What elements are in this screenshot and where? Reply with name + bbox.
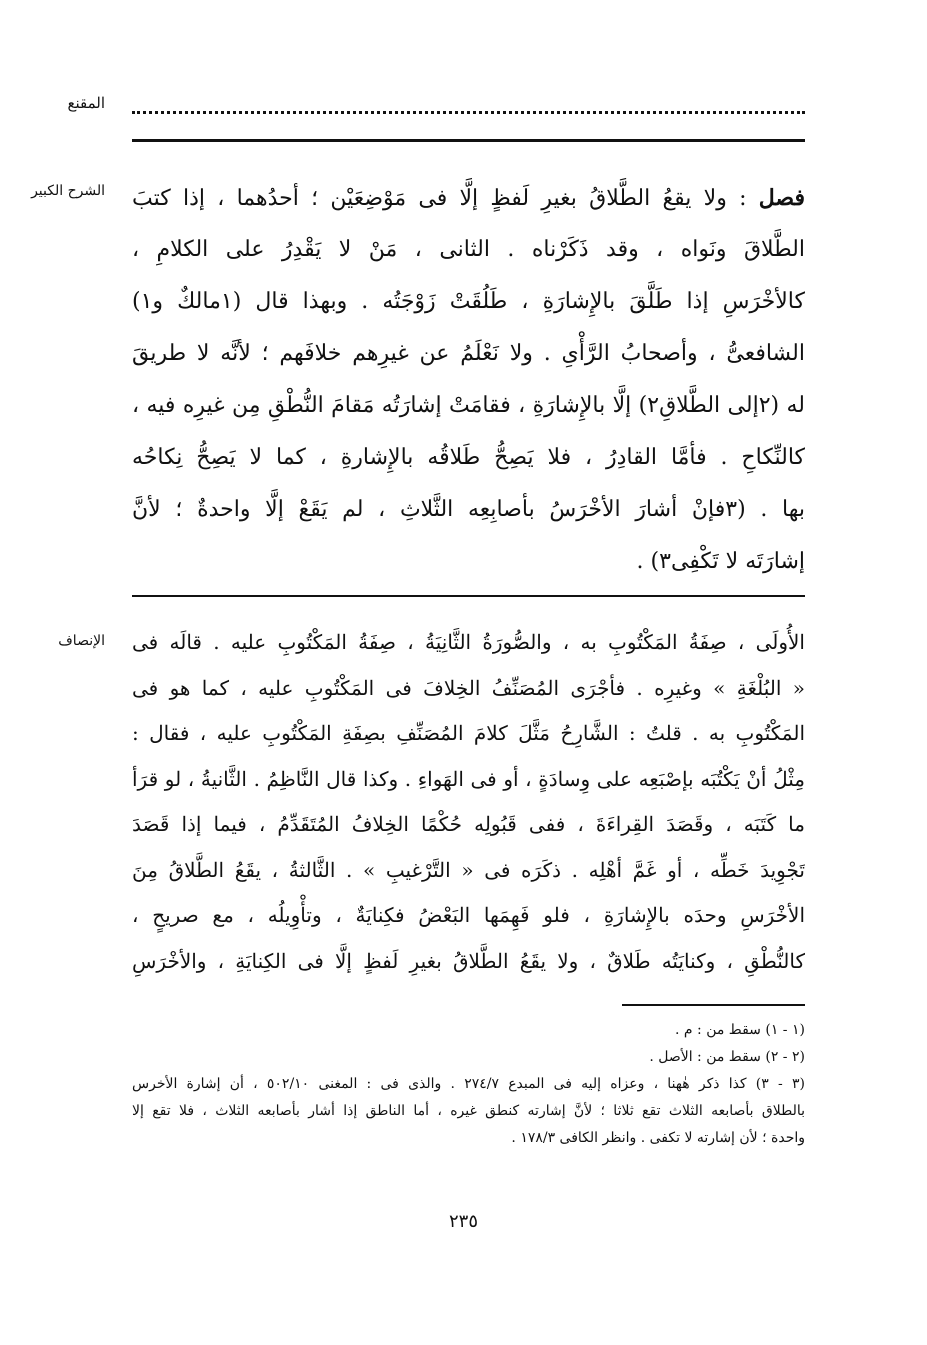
insaf-text-block — [132, 620, 805, 984]
main-text-line: له (٢إلى الطَّلاقِ٢) إلَّا بالإِشارَةِ ، فقامَتْ إشارَتُه مَقامَ النُّطْقِ مِن غيرِه فيه ، — [132, 393, 805, 418]
header-dotted-line — [132, 111, 805, 114]
section-divider — [132, 595, 805, 597]
main-text-line: بها . (٣فإنْ أشارَ الأخْرَسُ بأصابِعِه الثَّلاثِ ، لم يَقَعْ إلَّا واحدةٌ ؛ لأنَّ — [132, 497, 805, 522]
insaf-text-line: الأُولَى ، صِفَةُ المَكْتُوبِ به ، والصُّورَةُ الثَّانِيَةُ ، صِفَةُ المَكْتُوبِ عليه . قالَه فى — [132, 630, 805, 654]
fasl-heading: فصل — [758, 185, 805, 211]
main-text-line-1 — [132, 172, 805, 224]
main-text-line-last: إشارَتَه لا تَكْفِى٣) . — [636, 549, 805, 574]
main-text-line: كالنِّكاحِ . فأمَّا القادِرُ ، فلا يَصِحُّ طَلاقُه بالإِشارةِ ، كما لا يَصِحُّ نِكاحُه — [132, 445, 805, 470]
insaf-text-line: تَجْوِيدَ خَطِّه ، أو غَمَّ أهْلِه . ذكَرَه فى « التَّرْغيبِ » . الثَّالثةُ ، يقَعُ الطَّلاقُ مِنَ — [132, 857, 805, 882]
insaf-text-line: الأخْرَسِ وحدَه بالإِشارَةِ ، فلو فَهِمَها البَعْضُ فكِنايَةٌ ، وتأْوِيلُه ، مع صريحٍ ، — [132, 903, 805, 927]
footnotes — [132, 1017, 805, 1152]
insaf-text-line: كالنُّطْقِ ، وكنايَتُه طَلاقٌ ، ولا يقَعُ الطَّلاقُ بغيرِ لَفظٍ إلَّا فى الكِنايَةِ ، والأخْرَسِ — [132, 948, 805, 973]
header-rule — [132, 139, 805, 142]
main-text-line-1-rest: : ولا يقعُ الطَّلاقُ بغيرِ لَفظٍ إلَّا فى مَوْضِعَيْن ؛ أحدُهما ، إذا كتبَ — [132, 186, 747, 211]
footnote-line: (٢ - ٢) سقط من : الأصل . — [649, 1049, 805, 1065]
main-text-line: الشافعىُّ ، وأصحابُ الرَّأْىِ . ولا نَعْلَمُ عن غيرِهم خلافَهم ؛ لأنَّه لا طريقَ — [132, 341, 805, 366]
footnote-separator — [622, 1004, 805, 1006]
section-label-sharh: الشرح الكبير — [31, 183, 105, 199]
footnote-line: (١ - ١) سقط من : م . — [675, 1022, 805, 1038]
main-text-block — [132, 172, 805, 588]
footnote-line: (٣ - ٣) كذا ذكر هٰهنا ، وعزاه إليه فى المبدع ٢٧٤/٧ . والذى فى : المغنى ٥٠٢/١٠ ، أن إشارة الأخرس — [132, 1076, 805, 1092]
running-title: المقنع — [67, 94, 105, 112]
main-text-line: كالأخْرَسِ إذا طَلَّقَ بالإِشارَةِ ، طَلُقَتْ زَوْجَتُه . وبهذا قال (١مالكٌ و١) — [132, 289, 805, 314]
main-text-line: الطَّلاقَ ونَواه ، وقد ذَكَرْناه . الثانى ، مَنْ لا يَقْدِرُ على الكلامِ ، — [132, 237, 805, 262]
insaf-text-line: مِثْلُ أنْ يَكْتُبَه بإصْبَعِه على وِسادَةٍ ، أو فى الهَواءِ . وكذا قال النَّاظِمُ . الثَّانيةُ ، لو قرَأ — [132, 766, 805, 791]
footnote-line: بالطلاق بأصابعه الثلاث تقع ثلاثا ؛ لأنَّ إشارته كنطق غيره ، أما الناطق إذا أشار بأصابعه الثلاث ، فلا تقع إلا — [132, 1103, 805, 1119]
insaf-text-line: ما كَتَبَه ، وقَصَدَ القِراءَةَ ، ففى قَبُولِه حُكْمًا الخِلافُ المُتَقَدِّمُ ، فيما إذا قَصَدَ — [132, 812, 805, 836]
footnote-line: واحدة ؛ لأن إشارته لا تكفى . وانظر الكافى ١٧٨/٣ . — [511, 1130, 805, 1146]
insaf-text-line: « البُلْغَةِ » وغيرِه . فأجْرَى المُصَنِّفُ الخِلافَ فى المَكْتُوبِ عليه ، كما هو فى — [132, 675, 805, 700]
page-number: ٢٣٥ — [448, 1211, 478, 1232]
section-label-insaf: الإنصاف — [58, 633, 105, 649]
insaf-text-line: المَكْتُوبِ به . قلتُ : الشَّارِحُ مَثَّلَ كلامَ المُصَنِّفِ بصِفَةِ المَكْتُوبِ عليه ، فقال : — [132, 721, 805, 745]
